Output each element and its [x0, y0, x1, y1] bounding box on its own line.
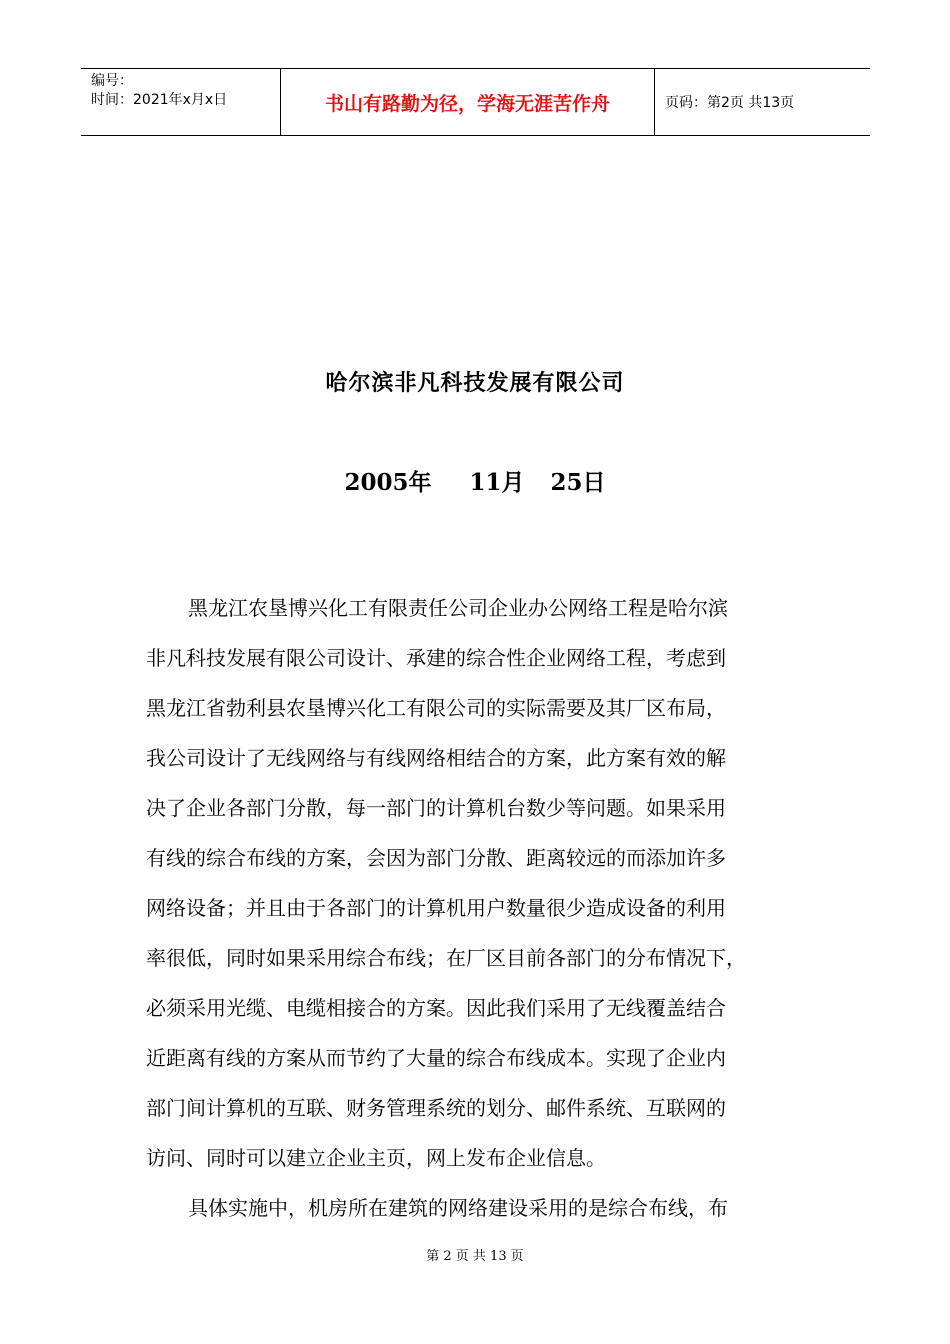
body-line: 黑龙江农垦博兴化工有限责任公司企业办公网络工程是哈尔滨: [188, 596, 728, 620]
document-date: [0, 464, 950, 497]
body-line: 网络设备；并且由于各部门的计算机用户数量很少造成设备的利用: [146, 896, 726, 920]
date-year: 2005年: [344, 469, 432, 496]
body-line: 黑龙江省勃利县农垦博兴化工有限公司的实际需要及其厂区布局，: [146, 696, 726, 720]
body-text: [146, 583, 810, 1233]
page-footer: 第 2 页 共 13 页: [426, 1249, 524, 1264]
body-line: 决了企业各部门分散，每一部门的计算机台数少等问题。如果采用: [146, 796, 726, 820]
body-line: 有线的综合布线的方案，会因为部门分散、距离较远的而添加许多: [146, 846, 726, 870]
date-month: 11月: [469, 469, 525, 496]
company-name: 哈尔滨非凡科技发展有限公司: [325, 370, 625, 396]
header-motto: 书山有路勤为径，学海无涯苦作舟: [281, 69, 655, 135]
time-label: 时间：2021年x月x日: [91, 92, 228, 108]
body-line: 部门间计算机的互联、财务管理系统的划分、邮件系统、互联网的: [146, 1096, 726, 1120]
body-line: 近距离有线的方案从而节约了大量的综合布线成本。实现了企业内: [146, 1046, 726, 1070]
header-meta: [81, 69, 281, 135]
page-header: [81, 68, 870, 136]
body-line: 必须采用光缆、电缆相接合的方案。因此我们采用了无线覆盖结合: [146, 996, 726, 1020]
body-line: 具体实施中，机房所在建筑的网络建设采用的是综合布线，布: [188, 1196, 728, 1220]
body-line: 访问、同时可以建立企业主页，网上发布企业信息。: [146, 1146, 606, 1170]
body-line: 我公司设计了无线网络与有线网络相结合的方案，此方案有效的解: [146, 746, 726, 770]
date-day: 25日: [550, 469, 606, 496]
header-page-info: 页码：第2页 共13页: [665, 95, 795, 111]
number-label: 编号：: [91, 73, 133, 89]
body-line: 非凡科技发展有限公司设计、承建的综合性企业网络工程，考虑到: [146, 646, 726, 670]
body-line: 率很低，同时如果采用综合布线；在厂区目前各部门的分布情况下，: [146, 946, 746, 970]
